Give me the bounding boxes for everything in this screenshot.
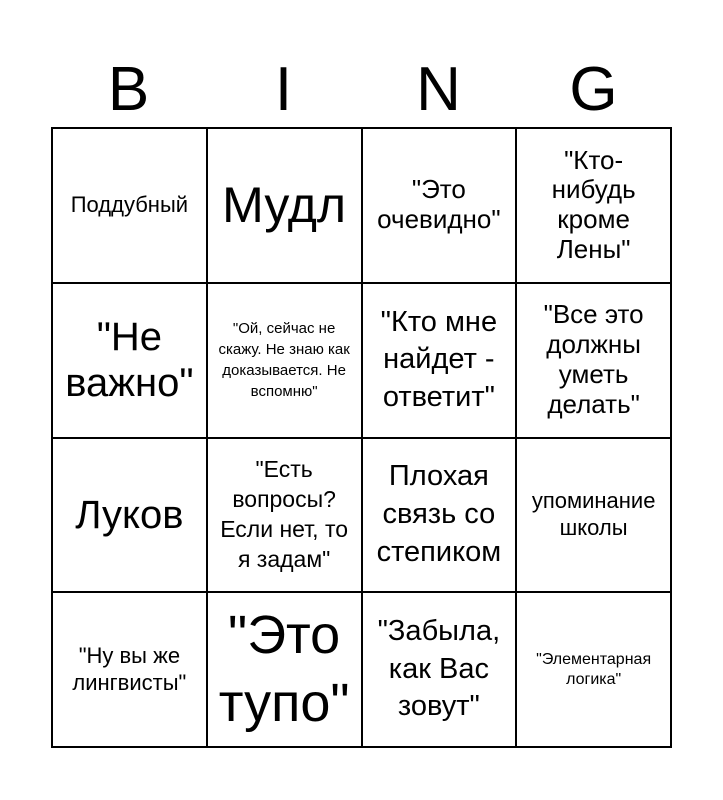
header-letter-n: N [416,55,461,124]
header-letter-i: I [274,55,293,124]
bingo-cell[interactable] [53,284,208,439]
cell-text: "Это тупо" [218,605,350,733]
cell-text: упоминание школы [531,488,656,540]
cell-text: "Это очевидно" [377,174,501,235]
bingo-header [51,52,671,128]
header-letter-b: B [107,55,150,124]
cell-text: "Ну вы же лингвисты" [72,643,187,695]
bingo-cell[interactable] [208,284,363,439]
cell-text: Поддубный [70,192,189,218]
cell-text: "Не важно" [65,315,194,406]
cell-text: Луков [75,492,184,537]
bingo-cell[interactable] [53,129,208,284]
cell-text: "Элементарная логика" [536,651,652,688]
bingo-cell[interactable] [208,129,363,284]
bingo-cell[interactable] [517,129,672,284]
bingo-cell[interactable] [208,593,363,748]
bingo-cell[interactable] [363,439,518,594]
cell-text: "Все это должны уметь делать" [543,299,644,420]
bingo-cell[interactable] [517,439,672,594]
bingo-cell[interactable] [517,284,672,439]
bingo-cell[interactable] [53,439,208,594]
bingo-cell[interactable] [208,439,363,594]
cell-text: "Есть вопросы? Если нет, то я задам" [220,456,349,572]
bingo-cell[interactable] [517,593,672,748]
bingo-cell[interactable] [363,284,518,439]
cell-text: "Ой, сейчас не скажу. Не знаю как доказывается. Не вспомню" [218,320,350,401]
cell-text: Мудл [222,176,347,233]
header-letter-g: G [569,55,618,124]
bingo-cell[interactable] [363,129,518,284]
cell-text: "Кто мне найдет - ответит" [380,305,498,413]
cell-text: "Забыла, как Вас зовут" [377,615,501,723]
cell-text: Плохая связь со степиком [376,460,502,568]
cell-text: "Кто-нибудь кроме Лены" [551,144,636,265]
bingo-cell[interactable] [363,593,518,748]
bingo-cell[interactable] [53,593,208,748]
bingo-grid [51,127,672,748]
